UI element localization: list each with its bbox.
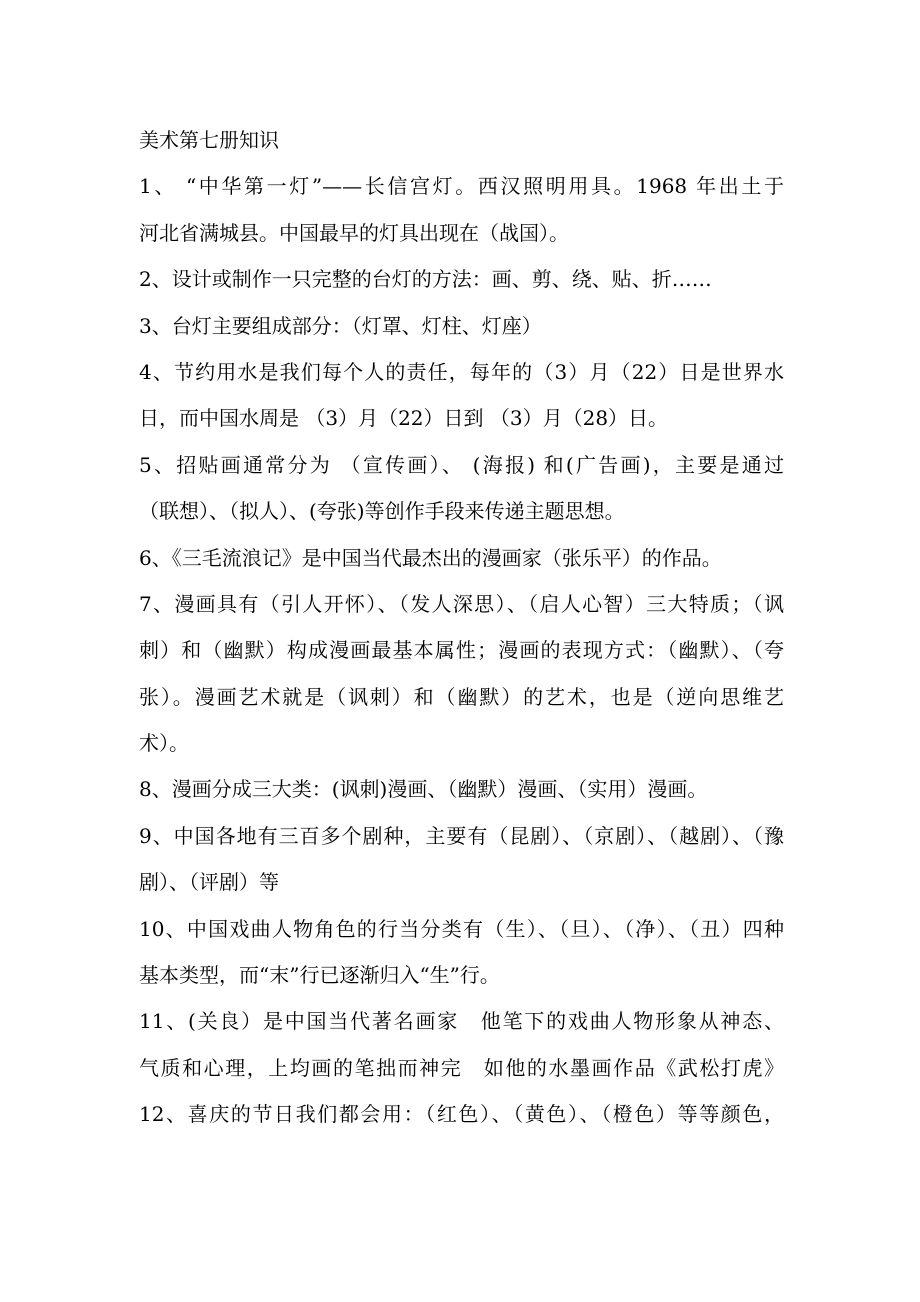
document-title: 美术第七册知识	[139, 128, 279, 152]
text-line: 10、中国戏曲人物角色的行当分类有（生）、（旦）、（净）、（丑）四种	[139, 916, 784, 941]
text-line: 张）。漫画艺术就是（讽刺）和（幽默）的艺术，也是（逆向思维艺	[139, 684, 784, 709]
text-line: 5、招贴画通常分为 （宣传画）、 (海报) 和(广告画)，主要是通过	[139, 452, 784, 477]
text-line: 日，而中国水周是 （3）月（22）日到 （3）月（28）日。	[139, 406, 669, 431]
text-line: 11、(关良）是中国当代著名画家 他笔下的戏曲人物形象从神态、	[139, 1009, 784, 1034]
text-line: 9、中国各地有三百多个剧种，主要有（昆剧）、（京剧）、（越剧）、（豫	[139, 823, 784, 848]
text-line: 12、喜庆的节日我们都会用：（红色）、（黄色）、（橙色）等等颜色，	[139, 1102, 784, 1127]
text-line: 剧）、（评剧）等	[139, 870, 279, 895]
text-line: 6、《三毛流浪记》是中国当代最杰出的漫画家（张乐平）的作品。	[139, 545, 722, 570]
text-line: 4、节约用水是我们每个人的责任，每年的（3）月（22）日是世界水	[139, 359, 784, 384]
text-line: 8、漫画分成三大类：(讽刺)漫画、（幽默）漫画、（实用）漫画。	[139, 777, 708, 802]
text-line: 基本类型，而“末”行已逐渐归入“生”行。	[139, 963, 500, 988]
text-line: 河北省满城县。中国最早的灯具出现在（战国）。	[139, 220, 569, 245]
text-line: 刺）和（幽默）构成漫画最基本属性；漫画的表现方式：（幽默）、（夸	[139, 638, 784, 663]
text-line: 2、设计或制作一只完整的台灯的方法：画、剪、绕、贴、折……	[139, 267, 712, 292]
text-line: 3、台灯主要组成部分：（灯罩、灯柱、灯座）	[139, 313, 542, 338]
text-line: 气质和心理，上均画的笔拙而神完 如他的水墨画作品《武松打虎》	[139, 1055, 784, 1080]
text-line: 1、 “中华第一灯”——长信宫灯。西汉照明用具。1968 年出土于	[139, 174, 784, 199]
text-line: （联想）、（拟人）、(夸张)等创作手段来传递主题思想。	[139, 499, 625, 524]
text-line: 7、漫画具有（引人开怀）、（发人深思）、（启人心智）三大特质；（讽	[139, 591, 784, 616]
text-line: 术）。	[139, 731, 189, 756]
document-body	[139, 117, 784, 1138]
